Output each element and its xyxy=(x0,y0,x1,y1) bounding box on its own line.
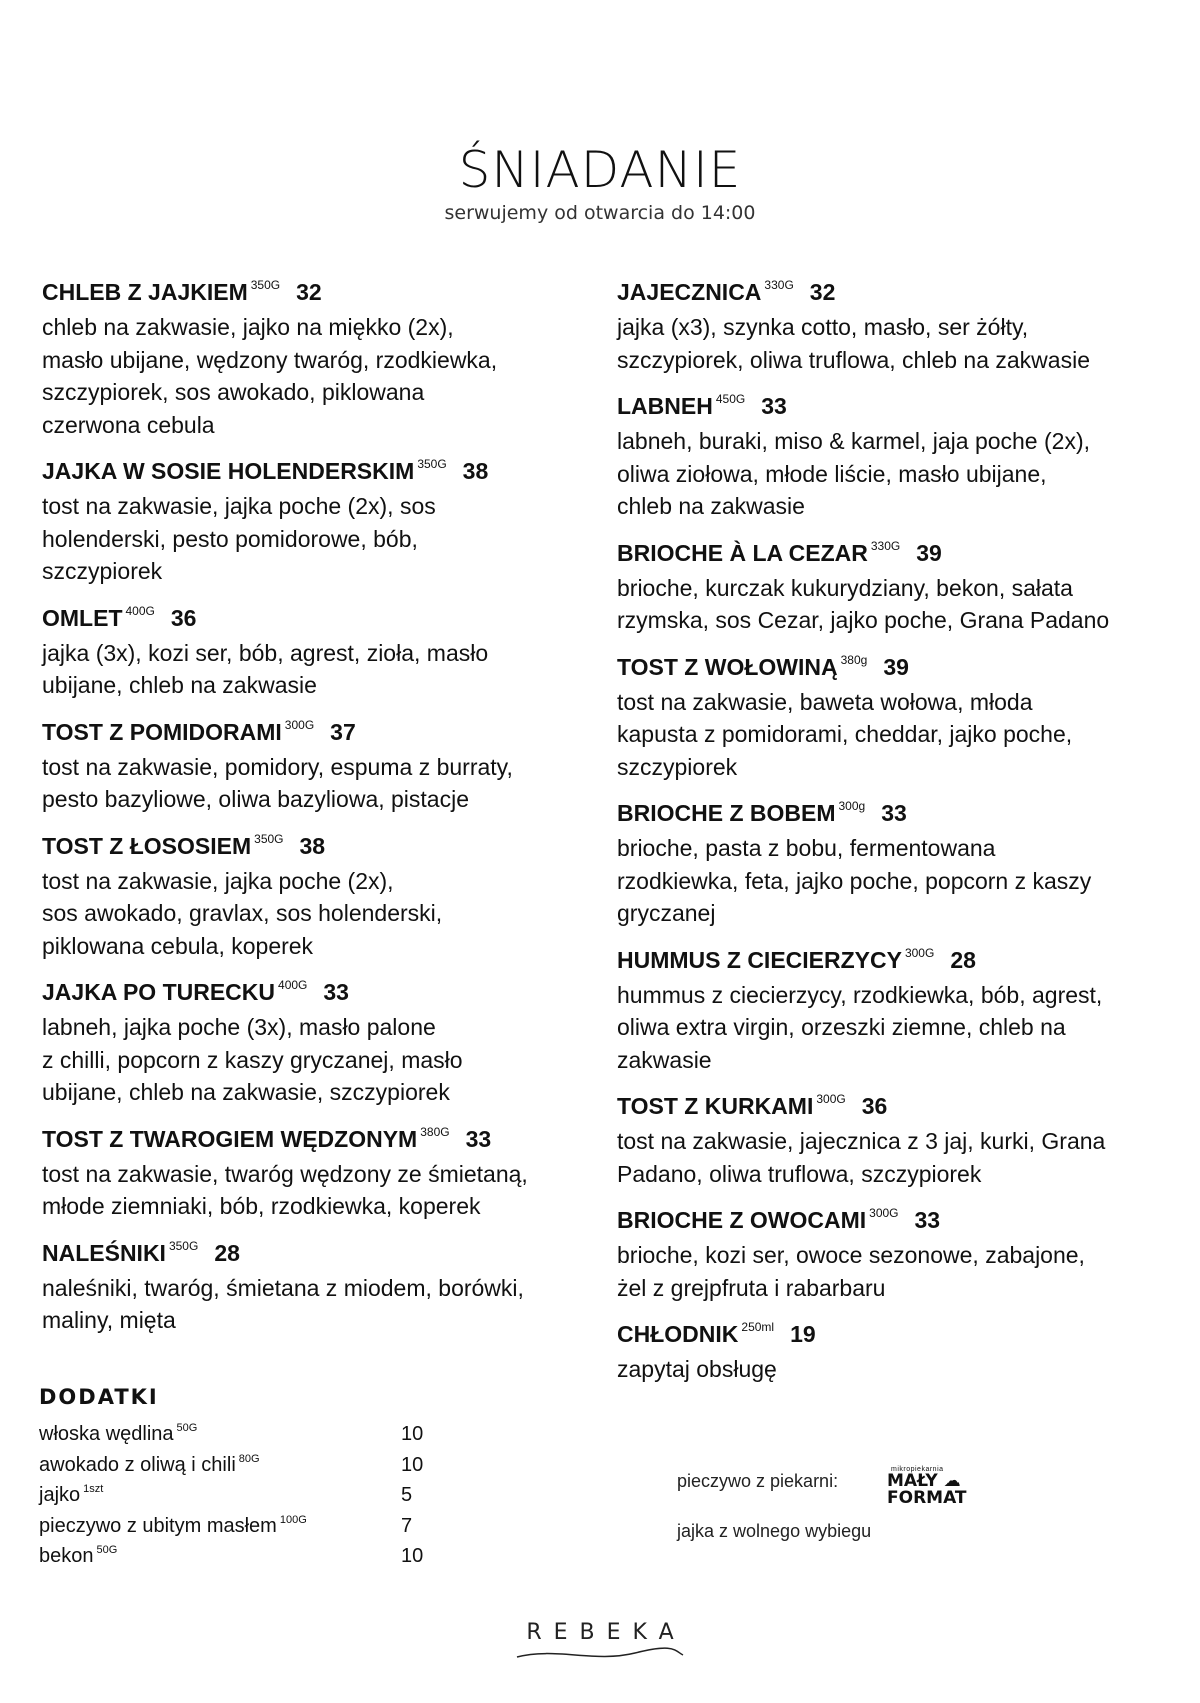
extras-row xyxy=(39,1421,459,1452)
menu-item-heading xyxy=(42,1124,602,1158)
menu-item-description-line: zapytaj obsługę xyxy=(617,1356,777,1382)
menu-item-name: TOST Z ŁOSOSIEM xyxy=(42,832,252,859)
extras-title: DODATKI xyxy=(39,1385,159,1409)
menu-item-description-line: szczypiorek, oliwa truflowa, chleb na zakwasie xyxy=(617,346,1090,373)
menu-item-weight: 330G xyxy=(764,278,794,292)
serving-hours: serwujemy od otwarcia do 14:00 xyxy=(444,202,756,224)
bakery-logo-line2: FORMAT xyxy=(887,1488,967,1508)
extras-item-portion: 80G xyxy=(238,1452,260,1465)
menu-item xyxy=(617,1319,1182,1386)
menu-item-weight: 380G xyxy=(420,1124,450,1139)
menu-item xyxy=(42,977,602,1109)
menu-item xyxy=(617,391,1182,523)
menu-item-description-line: brioche, kozi ser, owoce sezonowe, zabajone, xyxy=(617,1242,1085,1268)
menu-item-weight: 330G xyxy=(870,538,901,553)
menu-item-heading xyxy=(42,717,602,751)
menu-item-description-line: oliwa extra virgin, orzeszki ziemne, chleb na xyxy=(617,1014,1066,1040)
menu-item xyxy=(42,1238,602,1337)
menu-item-weight: 400G xyxy=(125,603,155,618)
menu-item-heading xyxy=(617,652,1182,686)
menu-item-heading xyxy=(617,277,1182,311)
extras-item-portion: 50G xyxy=(176,1422,198,1434)
bread-icon: ☁ xyxy=(943,1471,961,1491)
menu-item-description-line: labneh, jajka poche (3x), masło palone xyxy=(42,1014,436,1040)
menu-item-description-line: czerwona cebula xyxy=(42,411,215,438)
menu-item-weight: 350G xyxy=(254,831,284,846)
menu-item xyxy=(42,456,602,588)
menu-item-name: CHŁODNIK xyxy=(617,1321,739,1347)
extras-item xyxy=(39,1421,401,1452)
menu-item-price: 38 xyxy=(299,832,326,859)
menu-item-heading xyxy=(42,977,602,1011)
menu-item-price: 28 xyxy=(214,1239,240,1266)
menu-item-description-line: oliwa ziołowa, młode liście, masło ubijane, xyxy=(617,460,1047,487)
menu-item-description-line: piklowana cebula, koperek xyxy=(42,932,314,959)
menu-item-description-line: gryczanej xyxy=(617,900,716,926)
menu-item-price: 39 xyxy=(916,539,942,566)
menu-item-name: BRIOCHE Z BOBEM xyxy=(617,800,836,826)
menu-item-heading xyxy=(42,603,602,637)
egg-note: jajka z wolnego wybiegu xyxy=(677,1521,872,1541)
menu-item-heading xyxy=(617,1205,1182,1239)
menu-item-weight: 300G xyxy=(904,945,935,960)
menu-item-price: 38 xyxy=(462,458,489,484)
menu-item-weight: 300G xyxy=(284,717,315,732)
menu-item-heading xyxy=(617,798,1182,832)
menu-item-description-line: chleb na zakwasie xyxy=(617,493,805,519)
menu-item-description-line: kapusta z pomidorami, cheddar, jajko poche, xyxy=(617,721,1073,747)
extras-list xyxy=(39,1421,459,1574)
menu-header xyxy=(0,140,1200,224)
extras-item-portion: 1szt xyxy=(83,1483,104,1495)
menu-item-description-line: jajka (x3), szynka cotto, masło, ser żółty, xyxy=(617,314,1029,340)
extras-item xyxy=(39,1513,401,1544)
menu-item-description-line: szczypiorek xyxy=(42,558,163,584)
extras-item xyxy=(39,1543,401,1574)
menu-item-name: JAJKA W SOSIE HOLENDERSKIM xyxy=(42,458,415,484)
extras-item-name: włoska wędlina xyxy=(39,1423,174,1445)
menu-item-name: JAJKA PO TURECKU xyxy=(42,979,276,1005)
menu-item-description-line: tost na zakwasie, jajka poche (2x), xyxy=(42,867,394,894)
menu-item xyxy=(617,538,1182,637)
menu-item-price: 33 xyxy=(914,1207,941,1233)
bakery-logo xyxy=(887,1466,987,1506)
menu-item-heading xyxy=(42,277,602,311)
menu-item-name: TOST Z TWAROGIEM WĘDZONYM xyxy=(42,1125,418,1152)
extras-section xyxy=(39,1385,459,1574)
menu-item-description-line: brioche, kurczak kukurydziany, bekon, sałata xyxy=(617,574,1073,601)
menu-item-description-line: holenderski, pesto pomidorowe, bób, xyxy=(42,525,418,552)
menu-item-description-line: maliny, mięta xyxy=(42,1307,176,1333)
extras-item-price: 10 xyxy=(401,1545,424,1567)
extras-item-price: 10 xyxy=(401,1423,424,1445)
bakery-logo-small-text: mikropiekarnia xyxy=(891,1466,944,1473)
extras-row xyxy=(39,1482,459,1513)
menu-item-heading xyxy=(617,391,1182,425)
menu-item-description-line: labneh, buraki, miso & karmel, jaja poche (2x), xyxy=(617,428,1090,454)
menu-item xyxy=(42,831,602,963)
menu-item-heading xyxy=(617,538,1182,572)
menu-item-weight: 350G xyxy=(168,1238,199,1253)
menu-item-heading xyxy=(617,1319,1182,1353)
menu-item-description-line: tost na zakwasie, twaróg wędzony ze śmietaną, xyxy=(42,1160,528,1187)
extras-item xyxy=(39,1482,401,1513)
menu-column-left xyxy=(42,277,602,1352)
menu-item-description-line: tost na zakwasie, jajka poche (2x), sos xyxy=(42,493,436,519)
menu-item-weight: 350G xyxy=(417,457,447,471)
menu-item-price: 39 xyxy=(883,653,909,680)
menu-item-name: CHLEB Z JAJKIEM xyxy=(42,279,248,305)
menu-item xyxy=(617,945,1182,1077)
extras-item-price: 7 xyxy=(401,1514,413,1537)
extras-item-price: 5 xyxy=(401,1484,413,1506)
menu-item-description-line: chleb na zakwasie, jajko na miękko (2x), xyxy=(42,314,454,340)
extras-item-name: bekon xyxy=(39,1545,94,1567)
extras-row xyxy=(39,1543,459,1574)
menu-item-description-line: naleśniki, twaróg, śmietana z miodem, borówki, xyxy=(42,1274,524,1301)
menu-item-description-line: rzodkiewka, feta, jajko poche, popcorn z kaszy xyxy=(617,867,1092,894)
menu-item xyxy=(42,603,602,702)
menu-item-heading xyxy=(617,945,1182,979)
extras-item-name: jajko xyxy=(39,1484,81,1506)
extras-item-name: pieczywo z ubitym masłem xyxy=(39,1514,277,1537)
menu-item-heading xyxy=(42,1238,602,1272)
menu-item-description-line: masło ubijane, wędzony twaróg, rzodkiewka, xyxy=(42,346,498,373)
menu-item-description-line: ubijane, chleb na zakwasie xyxy=(42,672,317,698)
menu-item-description-line: z chilli, popcorn z kaszy gryczanej, masło xyxy=(42,1046,463,1073)
menu-item-price: 19 xyxy=(790,1321,816,1347)
bakery-logo-line1: MAŁY ☁ xyxy=(887,1471,961,1491)
menu-item-heading xyxy=(42,456,602,490)
menu-item xyxy=(42,277,602,441)
menu-item-description-line: szczypiorek xyxy=(617,753,738,780)
menu-item-name: BRIOCHE Z OWOCAMI xyxy=(617,1207,867,1233)
menu-item-name: NALEŚNIKI xyxy=(42,1239,166,1266)
extras-item xyxy=(39,1452,401,1483)
menu-item-description-line: zakwasie xyxy=(617,1046,712,1073)
extras-item-portion: 50G xyxy=(96,1544,118,1556)
menu-item-description-line: tost na zakwasie, pomidory, espuma z burraty, xyxy=(42,753,513,780)
menu-item-description-line: brioche, pasta z bobu, fermentowana xyxy=(617,835,996,861)
menu-item-description-line: hummus z ciecierzycy, rzodkiewka, bób, agrest, xyxy=(617,981,1103,1008)
menu-item-weight: 300g xyxy=(838,799,866,813)
menu-item-weight: 450G xyxy=(715,392,746,406)
bread-note: pieczywo z piekarni: xyxy=(677,1471,839,1491)
menu-item-price: 32 xyxy=(809,279,836,305)
menu-item-name: OMLET xyxy=(42,604,123,631)
menu-item-description-line: rzymska, sos Cezar, jajko poche, Grana Padano xyxy=(617,607,1110,633)
brand-logo xyxy=(500,1620,700,1668)
menu-item-description-line: pesto bazyliowe, oliwa bazyliowa, pistacje xyxy=(42,786,469,812)
menu-item-price: 36 xyxy=(170,604,197,631)
menu-item-weight: 300G xyxy=(869,1206,899,1220)
menu-item-heading xyxy=(617,1091,1182,1125)
extras-row xyxy=(39,1452,459,1483)
menu-item-name: LABNEH xyxy=(617,393,713,419)
menu-item-description-line: Padano, oliwa truflowa, szczypiorek xyxy=(617,1160,982,1187)
menu-item xyxy=(617,1205,1182,1304)
menu-item xyxy=(617,798,1182,930)
menu-item xyxy=(617,1091,1182,1190)
extras-item-price: 10 xyxy=(401,1453,424,1476)
menu-item xyxy=(42,1124,602,1223)
brand-wave-icon xyxy=(515,1645,685,1663)
menu-item-description-line: jajka (3x), kozi ser, bób, agrest, zioła, masło xyxy=(42,639,489,666)
menu-item-weight: 300G xyxy=(816,1092,846,1106)
menu-item-weight: 380g xyxy=(840,652,868,667)
menu-item-weight: 250ml xyxy=(741,1320,775,1334)
menu-item-description-line: szczypiorek, sos awokado, piklowana xyxy=(42,379,425,405)
menu-item-description-line: tost na zakwasie, baweta wołowa, młoda xyxy=(617,688,1033,715)
menu-item-name: TOST Z POMIDORAMI xyxy=(42,718,282,745)
extras-item-name: awokado z oliwą i chili xyxy=(39,1453,236,1476)
menu-item-price: 33 xyxy=(323,979,349,1005)
extras-item-portion: 100G xyxy=(279,1513,307,1526)
menu-item-price: 37 xyxy=(330,718,356,745)
menu-item-price: 32 xyxy=(296,279,322,305)
menu-item-name: TOST Z KURKAMI xyxy=(617,1093,814,1119)
menu-item-price: 33 xyxy=(465,1125,492,1152)
brand-name: REBEKA xyxy=(526,1620,686,1645)
menu-item-description-line: sos awokado, gravlax, sos holenderski, xyxy=(42,900,443,926)
menu-item-description-line: ubijane, chleb na zakwasie, szczypiorek xyxy=(42,1079,450,1105)
menu-item-weight: 350G xyxy=(250,278,281,292)
menu-item-weight: 400G xyxy=(278,978,308,992)
menu-item-heading xyxy=(42,831,602,865)
menu-item-name: TOST Z WOŁOWINĄ xyxy=(617,653,838,680)
page-title: ŚNIADANIE xyxy=(458,141,742,199)
menu-item-description-line: żel z grejpfruta i rabarbaru xyxy=(617,1274,886,1301)
menu-column-right xyxy=(617,277,1182,1401)
menu-item xyxy=(617,652,1182,784)
menu-item xyxy=(617,277,1182,376)
menu-item-name: BRIOCHE À LA CEZAR xyxy=(617,539,868,566)
extras-row xyxy=(39,1513,459,1544)
menu-item-description-line: młode ziemniaki, bób, rzodkiewka, koperek xyxy=(42,1193,481,1219)
menu-item-price: 28 xyxy=(950,946,976,973)
menu-item xyxy=(42,717,602,816)
menu-item-name: JAJECZNICA xyxy=(617,279,762,305)
menu-item-price: 33 xyxy=(881,800,907,826)
menu-item-price: 33 xyxy=(761,393,787,419)
menu-item-name: HUMMUS Z CIECIERZYCY xyxy=(617,946,902,973)
menu-item-description-line: tost na zakwasie, jajecznica z 3 jaj, kurki, Grana xyxy=(617,1128,1106,1154)
menu-item-price: 36 xyxy=(861,1093,888,1119)
